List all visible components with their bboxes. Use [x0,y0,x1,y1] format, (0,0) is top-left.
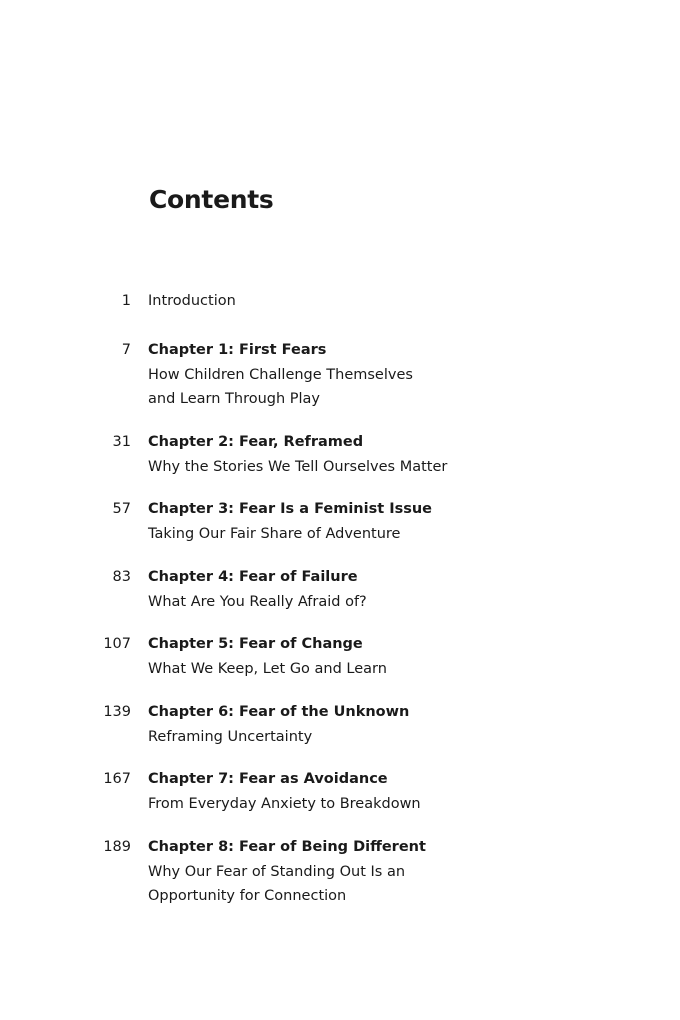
toc-chapter-subtitle: Taking Our Fair Share of Adventure [148,525,401,542]
toc-entry-text [148,767,648,816]
toc-chapter-title: Chapter 2: Fear, Reframed [148,434,364,450]
toc-chapter-subtitle: and Learn Through Play [148,391,321,407]
toc-heading: Introduction [148,293,236,309]
toc-chapter-title: Chapter 7: Fear as Avoidance [148,771,388,787]
toc-chapter-subtitle: Reframing Uncertainty [148,728,313,745]
toc-chapter-title: Chapter 4: Fear of Failure [148,569,358,585]
toc-entry-text [148,565,648,614]
toc-chapter-subtitle: From Everyday Anxiety to Breakdown [148,795,421,812]
toc-chapter-title: Chapter 8: Fear of Being Different [148,839,426,855]
toc-chapter-subtitle: What We Keep, Let Go and Learn [148,660,387,677]
toc-entry-text [148,700,648,749]
page-title: Contents [149,185,274,214]
toc-page-number: 139 [103,704,131,720]
toc-page-number: 1 [121,293,131,309]
toc-chapter-title: Chapter 5: Fear of Change [148,636,363,652]
toc-chapter-subtitle: Why Our Fear of Standing Out Is an [148,863,406,880]
toc-page-number: 83 [112,569,131,585]
toc-page-number: 107 [103,636,131,652]
toc-entry-text [148,632,648,681]
toc-chapter-subtitle: Opportunity for Connection [148,888,347,904]
toc-chapter-subtitle: What Are You Really Afraid of? [148,593,367,610]
toc-page-number: 167 [103,771,131,787]
toc-chapter-title: Chapter 6: Fear of the Unknown [148,704,410,720]
toc-chapter-title: Chapter 3: Fear Is a Feminist Issue [148,501,433,517]
toc-chapter-subtitle: Why the Stories We Tell Ourselves Matter [148,458,448,475]
toc-chapter-title: Chapter 1: First Fears [148,342,327,358]
toc-entry-text [148,289,648,314]
toc-page-number: 31 [112,434,131,450]
toc-entry-text [148,430,648,479]
toc-entry-text [148,835,648,909]
toc-page-number: 189 [103,839,131,855]
toc-entry-text [148,497,648,546]
toc-chapter-subtitle: How Children Challenge Themselves [148,366,413,383]
toc-entry-text [148,338,648,412]
toc-page-number: 7 [121,342,131,358]
toc-page-number: 57 [112,501,131,517]
